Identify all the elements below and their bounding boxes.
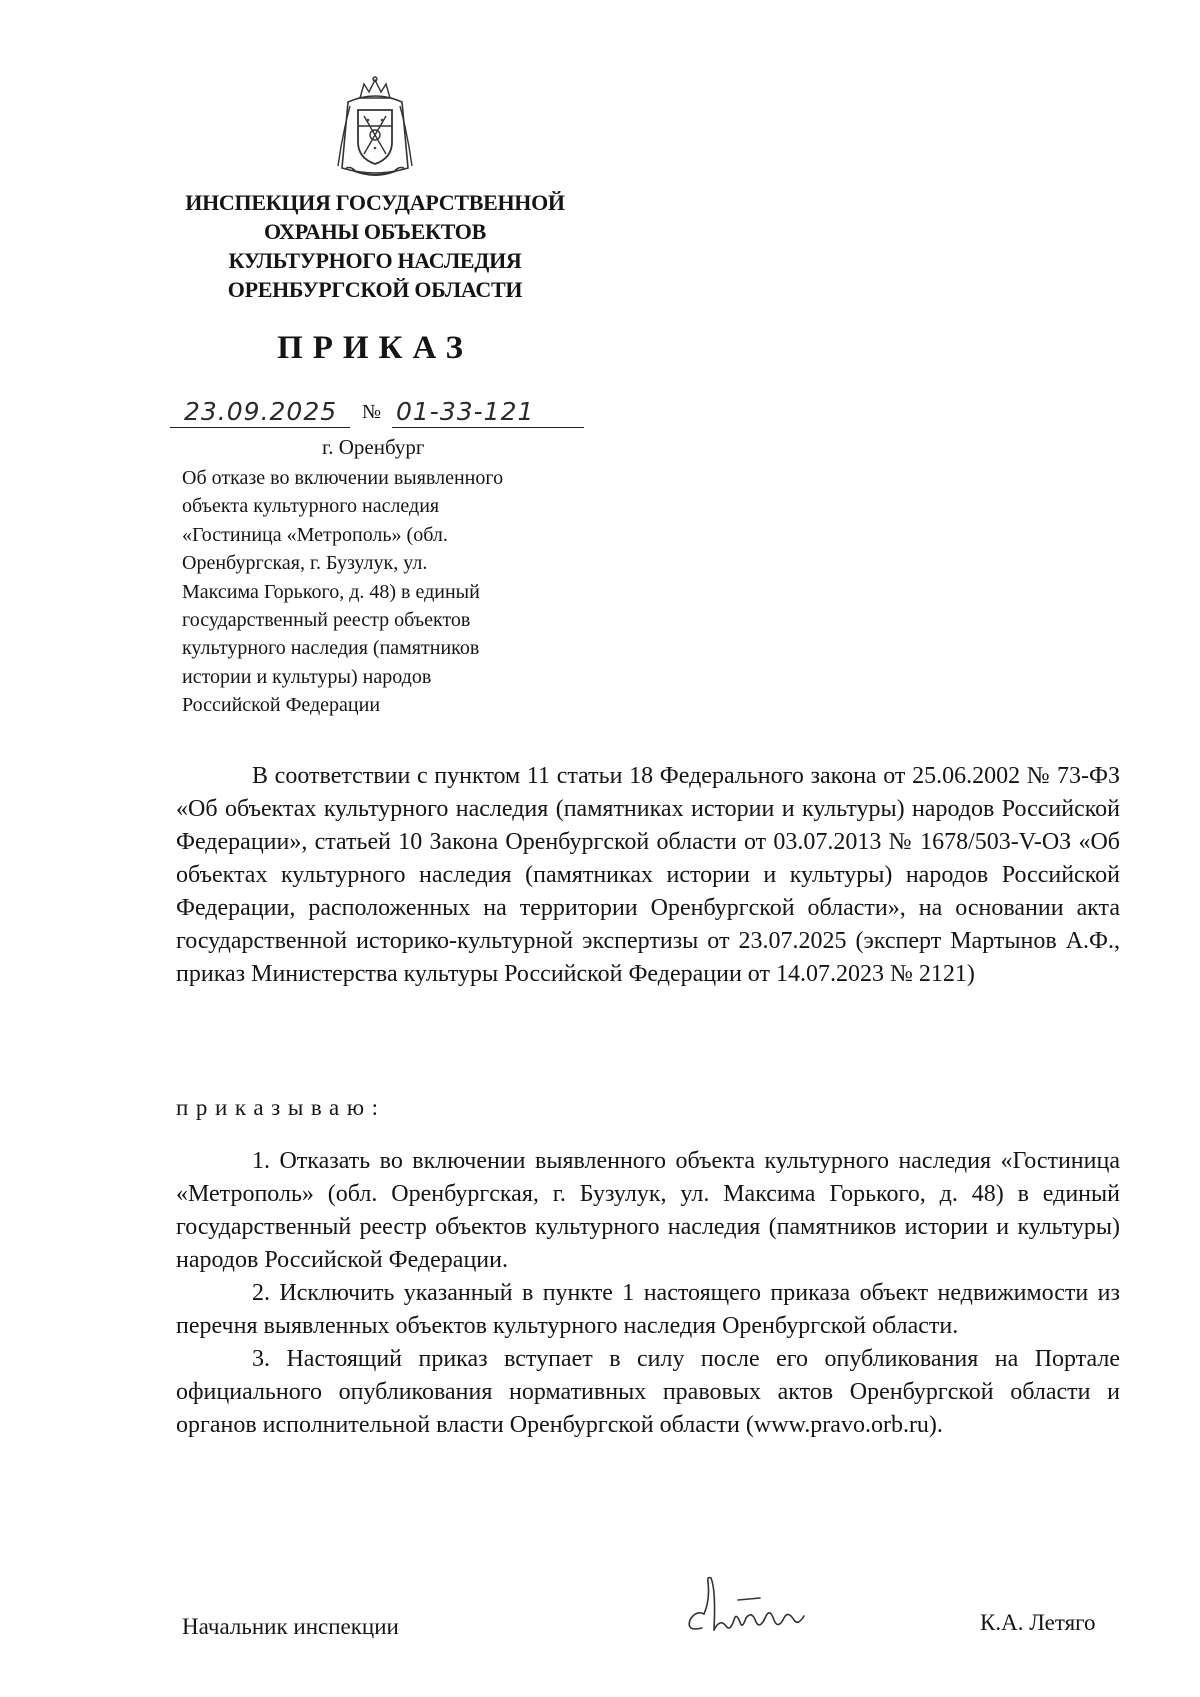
order-number: 01-33-121: [396, 397, 535, 426]
document-type: ПРИКАЗ: [277, 330, 473, 366]
subject-line: Об отказе во включении выявленного: [182, 467, 504, 489]
org-line: ОРЕНБУРГСКОЙ ОБЛАСТИ: [227, 277, 523, 302]
organization-name: [170, 188, 580, 304]
date-field: [170, 397, 350, 428]
subject-line: Оренбургская, г. Бузулук, ул.: [182, 552, 428, 575]
subject-line: истории и культуры) народов: [182, 665, 432, 688]
order-item: 2. Исключить указанный в пункте 1 настоящего приказа объект недвижимости из перечня выявленных объектов культурного наследия Оренбургской области.: [176, 1280, 1120, 1339]
number-sign: №: [362, 401, 382, 423]
subject-line: культурного наследия (памятников: [182, 637, 480, 660]
coat-of-arms-icon: [328, 76, 422, 182]
org-line: ОХРАНЫ ОБЪЕКТОВ: [264, 219, 486, 244]
subject-line: объекта культурного наследия: [182, 495, 440, 518]
handwritten-signature: [680, 1570, 840, 1640]
order-date: 23.09.2025: [184, 397, 338, 426]
order-item: 1. Отказать во включении выявленного объекта культурного наследия «Гостиница «Метрополь» (обл. Оренбургская, г. Бузулук, ул. Максима Горького, д. 48) в единый государственный реестр объектов культурного наследия (памятников истории и культуры) народов Российской Федерации.: [176, 1148, 1120, 1273]
subject-line: государственный реестр объектов: [182, 609, 471, 632]
subject-line: Российской Федерации: [182, 694, 381, 717]
signatory-position: Начальник инспекции: [182, 1614, 399, 1639]
subject-line: «Гостиница «Метрополь» (обл.: [182, 523, 448, 546]
org-line: КУЛЬТУРНОГО НАСЛЕДИЯ: [228, 248, 522, 273]
org-line: ИНСПЕКЦИЯ ГОСУДАРСТВЕННОЙ: [185, 190, 565, 215]
number-field: [392, 397, 584, 428]
order-item: 3. Настоящий приказ вступает в силу после его опубликования на Портале официального опубликования нормативных правовых актов Оренбургской области и органов исполнительной власти Оренбургской области (www.pravo.orb.ru).: [176, 1346, 1120, 1438]
order-subject: [182, 464, 602, 720]
order-word: приказываю:: [176, 1095, 386, 1120]
subject-line: Максима Горького, д. 48) в единый: [182, 580, 480, 603]
order-items: [176, 1145, 1120, 1442]
preamble-paragraph: В соответствии с пунктом 11 статьи 18 Федерального закона от 25.06.2002 № 73-ФЗ «Об объектах культурного наследия (памятниках истории и культуры) народов Российской Федерации», статьей 10 Закона Оренбургской области от 03.07.2013 № 1678/503-V-ОЗ «Об объектах культурного наследия (памятниках истории и культуры) народов Российской Федерации, расположенных на территории Оренбургской области», на основании акта государственной историко-культурной экспертизы от 23.07.2025 (эксперт Мартынов А.Ф., приказ Министерства культуры Российской Федерации от 14.07.2023 № 2121): [176, 763, 1120, 987]
signatory-name: К.А. Летяго: [980, 1610, 1096, 1635]
city: г. Оренбург: [322, 435, 425, 459]
